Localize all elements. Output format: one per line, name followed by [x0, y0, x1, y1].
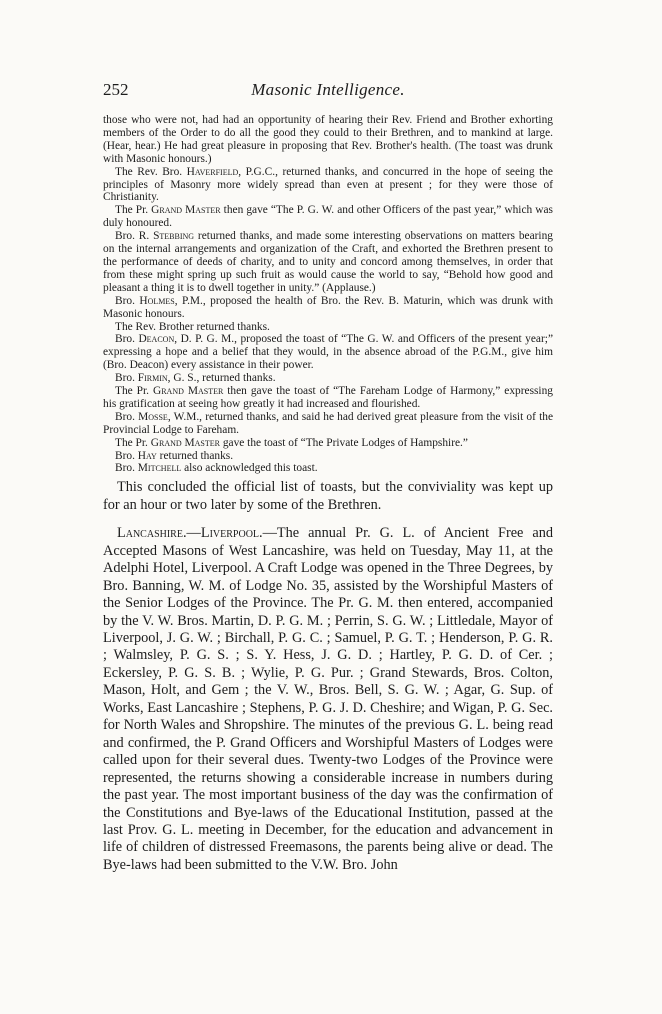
person-name: Grand Master	[150, 436, 220, 449]
person-name: Grand Master	[151, 204, 221, 217]
paragraph: The Pr. Grand Master gave the toast of “The Private Lodges of Hampshire.”	[115, 436, 468, 449]
person-name: Holmes	[139, 294, 175, 307]
person-name: Grand Master	[152, 385, 224, 398]
paragraph: Bro. Mosse, W.M., returned thanks, and said he had derived great pleasure from the visit of the Provincial Lodge to Fareham.	[103, 410, 554, 436]
lancashire-text: The annual Pr. G. L. of Ancient Free and Accepted Masons of West Lancashire, was held on Tuesday, May 11, at the Adelphi Hotel, Liverpool. A Craft Lodge was opened in the Three Degrees, by Bro. Banning, W. M. of Lodge No. 35, assisted by the Worshipful Masters of the Senior Lodges of the Province. The Pr. G. M. then entered, accompanied by the V. W. Bros. Martin, D. P. G. M. ; Perrin, S. G. W. ; Littledale, Mayor of Liverpool, J. G. W. ; Birchall, P. G. C. ; Samuel, P. G. T. ; Henderson, P. G. R. ; Walmsley, P. G. S. ; S. Y. Hess, J. G. D. ; Hartley, P. G. D. of Cer. ; Eckersley, P. G. S. B. ; Wylie, P. G. Pur. ; Grand Stewards, Bros. Colton, Mason, Holt, and Gem ; the V. W., Bros. Bell, S. G. W. ; Agar, G. Sup. of Works, East Lancashire ; Stephens, P. G. J. D. Cheshire; and Wigan, P. G. Sec. for North Wales and Shropshire. The minutes of the previous G. L. being read and confirmed, the P. Grand Officers and Worshipful Masters of Lodges were called upon for their several dues. Twenty-two Lodges of the Province were represented, the returns showing a considerable increase in numbers during the past year. The most important business of the day was the confirmation of the Constitutions and Bye-laws of the Educational Institution, passed at the last Prov. G. L. meeting in December, for the education and advancement in life of children of distressed Freemasons, the parents being alive or dead. The Bye-laws had been submitted to the V.W. Bro. John	[103, 525, 553, 873]
paragraph: The Rev. Brother returned thanks.	[115, 320, 270, 333]
paragraph: The Pr. Grand Master then gave the toast of “The Fareham Lodge of Harmony,” expressing his gratification at seeing how greatly it had increased and flourished.	[103, 385, 553, 410]
person-name: Stebbing	[153, 230, 195, 243]
person-name: Hay	[137, 449, 157, 462]
paragraph: Bro. Holmes, P.M., proposed the health of Bro. the Rev. B. Maturin, which was drunk with Masonic honours.	[103, 294, 554, 320]
person-name: Mitchell	[137, 462, 182, 475]
paragraph: Bro. R. Stebbing returned thanks, and made some interesting observations on matters bearing on the internal arrangements and organization of the Craft, and exhorted the Brethren present to the performance of deeds of charity, and to unity and concord among themselves, in order that from these might spring up such fruit as would cause the world to say, “Behold how good and pleasant a thing it is to dwell together in unity.” (Applause.)	[103, 230, 553, 294]
paragraph: Bro. Deacon, D. P. G. M., proposed the toast of “The G. W. and Officers of the present year;” expressing a hope and a belief that they would, in the absence abroad of the P.G.M., give him (Bro. Deacon) every assistance in their power.	[103, 333, 553, 372]
closing-paragraph: This concluded the official list of toasts, but the conviviality was kept up for an hour or two later by some of the Brethren.	[103, 479, 553, 513]
person-name: Haverfield	[186, 165, 239, 178]
paragraph: The Pr. Grand Master then gave “The P. G. W. and other Officers of the past year,” which was duly honoured.	[103, 204, 553, 230]
paragraph: The Rev. Bro. Haverfield, P.G.C., returned thanks, and concurred in the hope of seeing the principles of Masonry more widely spread than even at present ; for they were those of Christianity.	[103, 165, 553, 204]
section-heading-lancashire: Lancashire.	[117, 525, 187, 542]
toast-report	[103, 114, 553, 475]
page-number: 252	[103, 80, 129, 99]
person-name: Deacon	[138, 333, 175, 346]
lancashire-paragraph: Lancashire.—Liverpool.—The annual Pr. G. L. of Ancient Free and Accepted Masons of West Lancashire, was held on Tuesday, May 11, at the Adelphi Hotel, Liverpool. A Craft Lodge was opened in the Three Degrees, by Bro. Banning, W. M. of Lodge No. 35, assisted by the Worshipful Masters of the Senior Lodges of the Province. The Pr. G. M. then entered, accompanied by the V. W. Bros. Martin, D. P. G. M. ; Perrin, S. G. W. ; Littledale, Mayor of Liverpool, J. G. W. ; Birchall, P. G. C. ; Samuel, P. G. T. ; Henderson, P. G. R. ; Walmsley, P. G. S. ; S. Y. Hess, J. G. D. ; Hartley, P. G. D. of Cer. ; Eckersley, P. G. S. B. ; Wylie, P. G. Pur. ; Grand Stewards, Bros. Colton, Mason, Holt, and Gem ; the V. W., Bros. Bell, S. G. W. ; Agar, G. Sup. of Works, East Lancashire ; Stephens, P. G. J. D. Cheshire; and Wigan, P. G. Sec. for North Wales and Shropshire. The minutes of the previous G. L. being read and confirmed, the P. Grand Officers and Worshipful Masters of Lodges were called upon for their several dues. Twenty-two Lodges of the Province were represented, the returns showing a considerable increase in numbers during the past year. The most important business of the day was the confirmation of the Constitutions and Bye-laws of the Educational Institution, passed at the last Prov. G. L. meeting in December, for the education and advancement in life of children of distressed Freemasons, the parents being alive or dead. The Bye-laws had been submitted to the V.W. Bro. John	[103, 525, 553, 873]
paragraph: Bro. Hay returned thanks.	[115, 449, 234, 462]
person-name: Mosse	[138, 410, 168, 423]
person-name: Firmin	[137, 372, 168, 385]
running-title: Masonic Intelligence.	[251, 80, 405, 99]
main-text	[103, 479, 553, 874]
paragraph: those who were not, had had an opportunity of hearing their Rev. Friend and Brother exhorting members of the Order to do all the good they could to their Brethren, and to mankind at large. (Hear, hear.) He had great pleasure in proposing that Rev. Brother's health. (The toast was drunk with Masonic honours.)	[103, 114, 553, 165]
paragraph: Bro. Firmin, G. S., returned thanks.	[115, 372, 276, 385]
page	[103, 80, 553, 874]
paragraph: Bro. Mitchell also acknowledged this toast.	[115, 462, 318, 475]
section-heading-liverpool: Liverpool.	[200, 525, 263, 542]
page-header	[103, 80, 553, 102]
